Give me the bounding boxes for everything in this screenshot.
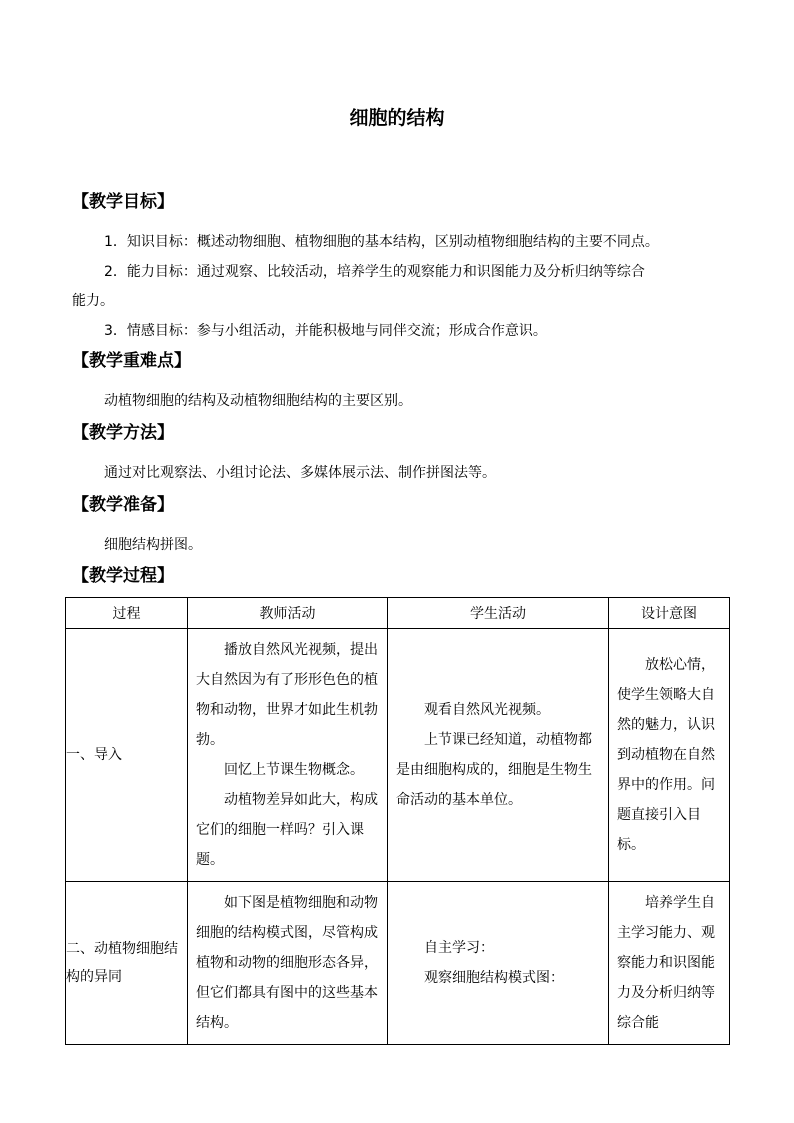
design-intent-cell [609, 882, 730, 1045]
teacher-activity-cell [188, 629, 388, 882]
student-activity-paragraph: 上节课已经知道，动植物都是由细胞构成的，细胞是生物生命活动的基本单位。 [396, 732, 592, 808]
table-row [66, 629, 730, 882]
design-intent-paragraph: 培养学生自主学习能力、观察能力和识图能力及分析归纳等综合能 [617, 895, 715, 1031]
section-heading-preparation: 【教学准备】 [72, 495, 174, 515]
table-header-row [66, 598, 730, 629]
teacher-activity-paragraph: 如下图是植物细胞和动物细胞的结构模式图，尽管构成植物和动物的细胞形态各异，但它们都具有图中的这些基本结构。 [196, 895, 378, 1031]
section-heading-goals: 【教学目标】 [72, 192, 174, 212]
table-header-cell: 学生活动 [388, 598, 609, 629]
teacher-activity-paragraph: 回忆上节课生物概念。 [224, 762, 364, 778]
goal-item-2-continuation: 能力。 [72, 293, 114, 309]
teacher-activity-paragraph: 动植物差异如此大，构成它们的细胞一样吗？引入课题。 [196, 792, 378, 868]
preparation-text: 细胞结构拼图。 [104, 537, 202, 553]
teacher-activity-paragraph: 播放自然风光视频，提出大自然因为有了形形色色的植物和动物，世界才如此生机勃勃。 [196, 642, 378, 748]
table-header-cell: 教师活动 [188, 598, 388, 629]
design-intent-cell [609, 629, 730, 882]
key-points-text: 动植物细胞的结构及动植物细胞结构的主要区别。 [104, 393, 412, 409]
section-heading-methods: 【教学方法】 [72, 423, 174, 443]
stage-cell: 二、动植物细胞结构的异同 [66, 882, 188, 1045]
table-header-cell: 设计意图 [609, 598, 730, 629]
student-activity-cell [388, 629, 609, 882]
student-activity-paragraph: 观察细胞结构模式图： [424, 970, 564, 986]
table-header-cell: 过程 [66, 598, 188, 629]
goal-item-3: 3．情感目标：参与小组活动，并能积极地与同伴交流；形成合作意识。 [104, 323, 547, 339]
goal-item-1: 1．知识目标：概述动物细胞、植物细胞的基本结构，区别动植物细胞结构的主要不同点。 [104, 234, 659, 250]
methods-text: 通过对比观察法、小组讨论法、多媒体展示法、制作拼图法等。 [104, 465, 496, 481]
section-heading-key-points: 【教学重难点】 [72, 351, 191, 371]
student-activity-paragraph: 自主学习： [424, 940, 494, 956]
section-heading-process: 【教学过程】 [72, 566, 174, 586]
process-table [65, 597, 730, 1045]
design-intent-paragraph: 放松心情，使学生领略大自然的魅力，认识到动植物在自然界中的作用。问题直接引入目标。 [617, 657, 715, 853]
teacher-activity-cell [188, 882, 388, 1045]
document-title: 细胞的结构 [349, 107, 445, 129]
table-row [66, 882, 730, 1045]
stage-cell: 一、导入 [66, 629, 188, 882]
student-activity-paragraph: 观看自然风光视频。 [424, 702, 550, 718]
goal-item-2: 2．能力目标：通过观察、比较活动，培养学生的观察能力和识图能力及分析归纳等综合 [104, 264, 645, 280]
student-activity-cell [388, 882, 609, 1045]
